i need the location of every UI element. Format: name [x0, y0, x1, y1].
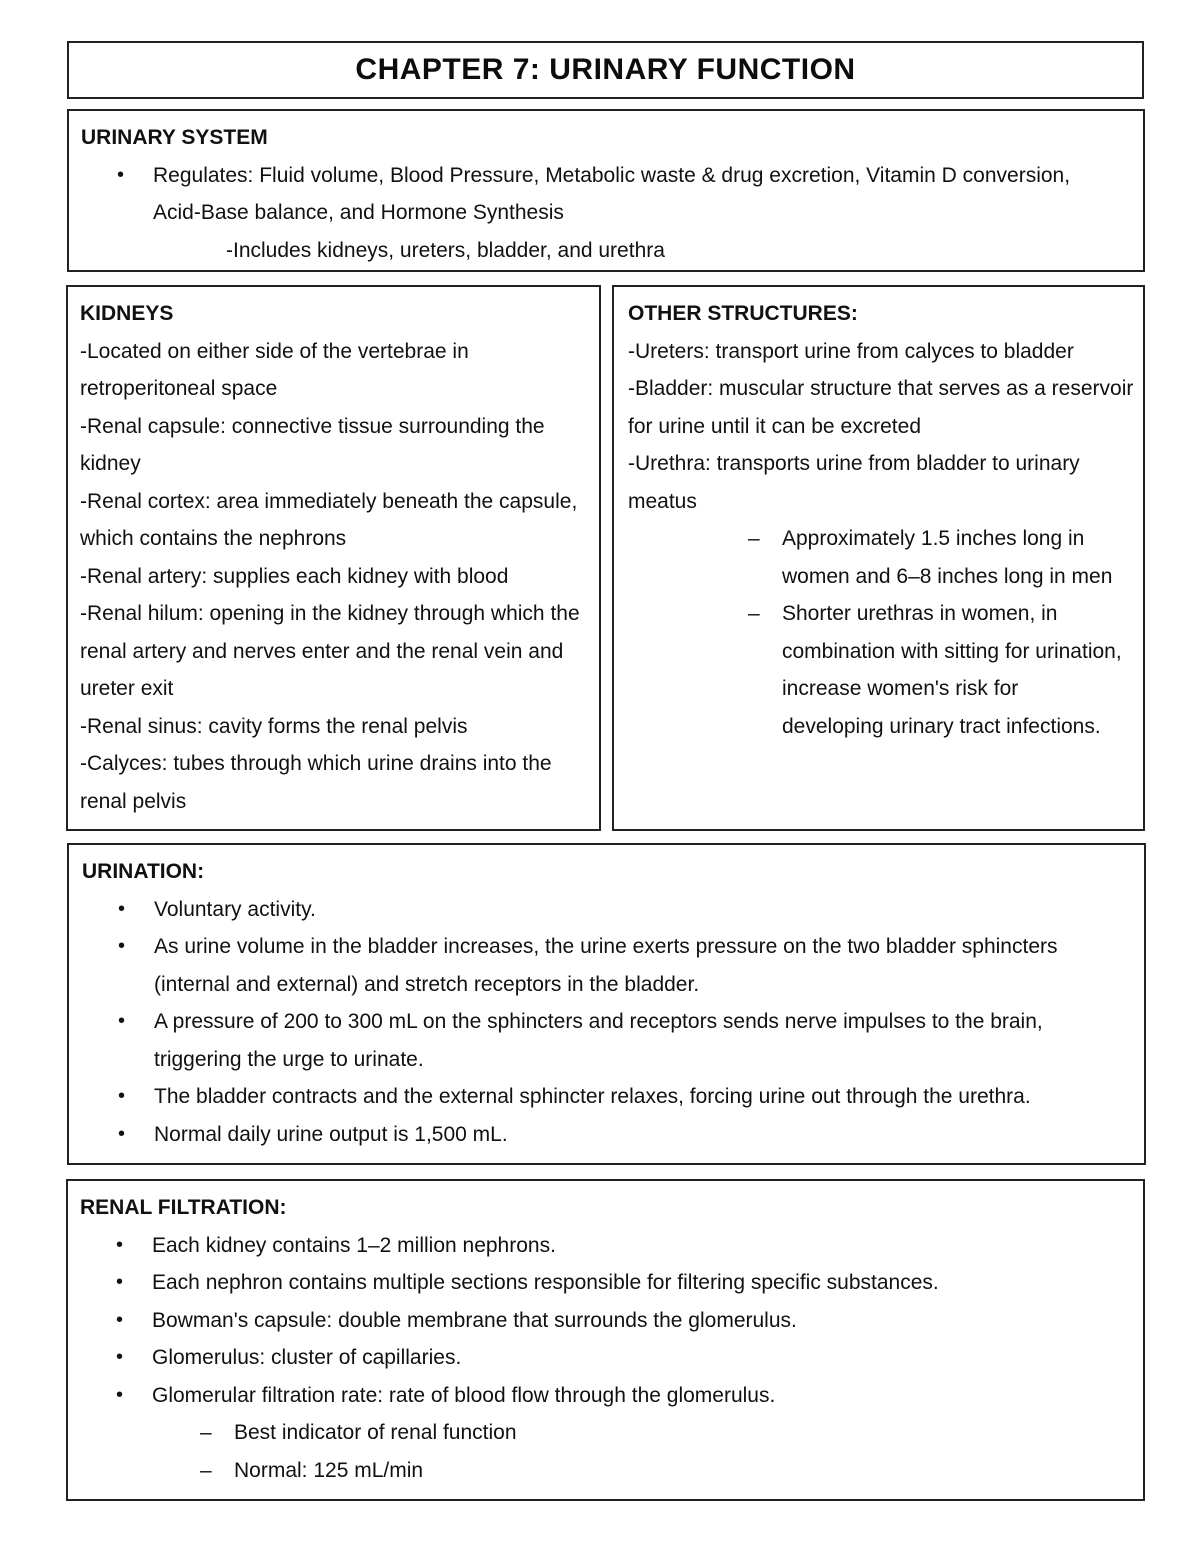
- gfr-subitems: [80, 1414, 1143, 1489]
- urinary-system-bullets: [81, 157, 1143, 232]
- list-item: • The bladder contracts and the external sphincter relaxes, forcing urine out through the urethra.: [82, 1078, 1144, 1116]
- list-item: • Normal daily urine output is 1,500 mL.: [82, 1116, 1144, 1154]
- list-item: • As urine volume in the bladder increases, the urine exerts pressure on the two bladder sphincters (internal and external) and stretch receptors in the bladder.: [82, 928, 1144, 1003]
- list-item: • Each nephron contains multiple sections responsible for filtering specific substances.: [80, 1264, 1143, 1302]
- kidneys-heading: KIDNEYS: [80, 302, 174, 325]
- kidneys-line-location: -Located on either side of the vertebrae in retroperitoneal space: [80, 339, 469, 400]
- list-item: • Glomerulus: cluster of capillaries.: [80, 1339, 1143, 1377]
- list-item: • Glomerular filtration rate: rate of blood flow through the glomerulus.: [80, 1377, 1143, 1415]
- urinary-system-section: [67, 109, 1145, 272]
- urination-heading: URINATION:: [82, 860, 205, 883]
- list-item: • A pressure of 200 to 300 mL on the sphincters and receptors sends nerve impulses to the brain, triggering the urge to urinate.: [82, 1003, 1144, 1078]
- urination-bullets: [82, 891, 1144, 1154]
- list-item: – Shorter urethras in women, in combination with sitting for urination, increase women's risk for developing urinary tract infections.: [628, 595, 1143, 745]
- kidneys-line-renal-capsule: -Renal capsule: connective tissue surrounding the kidney: [80, 414, 545, 475]
- list-item: • Each kidney contains 1–2 million nephrons.: [80, 1227, 1143, 1265]
- other-line-ureters: -Ureters: transport urine from calyces to bladder: [628, 339, 1074, 363]
- urethra-subitems: [628, 520, 1143, 745]
- urinary-system-note: -Includes kidneys, ureters, bladder, and urethra: [226, 238, 665, 262]
- other-structures-section: [612, 285, 1145, 831]
- list-item: • Voluntary activity.: [82, 891, 1144, 929]
- list-item: • Regulates: Fluid volume, Blood Pressure, Metabolic waste & drug excretion, Vitamin D conversion, Acid-Base balance, and Hormone Synthesis: [81, 157, 1143, 232]
- kidneys-line-calyces: -Calyces: tubes through which urine drains into the renal pelvis: [80, 752, 552, 813]
- list-item: – Approximately 1.5 inches long in women and 6–8 inches long in men: [628, 520, 1143, 595]
- list-item: • Bowman's capsule: double membrane that surrounds the glomerulus.: [80, 1302, 1143, 1340]
- renal-filtration-section: [66, 1179, 1145, 1501]
- other-structures-heading: OTHER STRUCTURES:: [628, 302, 858, 325]
- page-title: CHAPTER 7: URINARY FUNCTION: [355, 53, 856, 86]
- urination-section: [67, 843, 1146, 1165]
- other-line-bladder: -Bladder: muscular structure that serves as a reservoir for urine until it can be excreted: [628, 377, 1134, 438]
- list-item: – Normal: 125 mL/min: [80, 1452, 1143, 1490]
- kidneys-section: [66, 285, 601, 831]
- renal-filtration-heading: RENAL FILTRATION:: [80, 1196, 287, 1219]
- other-line-urethra: -Urethra: transports urine from bladder to urinary meatus: [628, 452, 1080, 513]
- title-box: [67, 41, 1144, 99]
- list-item: – Best indicator of renal function: [80, 1414, 1143, 1452]
- kidneys-line-renal-sinus: -Renal sinus: cavity forms the renal pelvis: [80, 714, 468, 738]
- urinary-system-heading: URINARY SYSTEM: [81, 126, 268, 149]
- renal-filtration-bullets: [80, 1227, 1143, 1415]
- kidneys-line-renal-cortex: -Renal cortex: area immediately beneath the capsule, which contains the nephrons: [80, 489, 578, 550]
- kidneys-line-renal-artery: -Renal artery: supplies each kidney with blood: [80, 564, 509, 588]
- kidneys-line-renal-hilum: -Renal hilum: opening in the kidney through which the renal artery and nerves enter and the renal vein and ureter exit: [80, 602, 580, 700]
